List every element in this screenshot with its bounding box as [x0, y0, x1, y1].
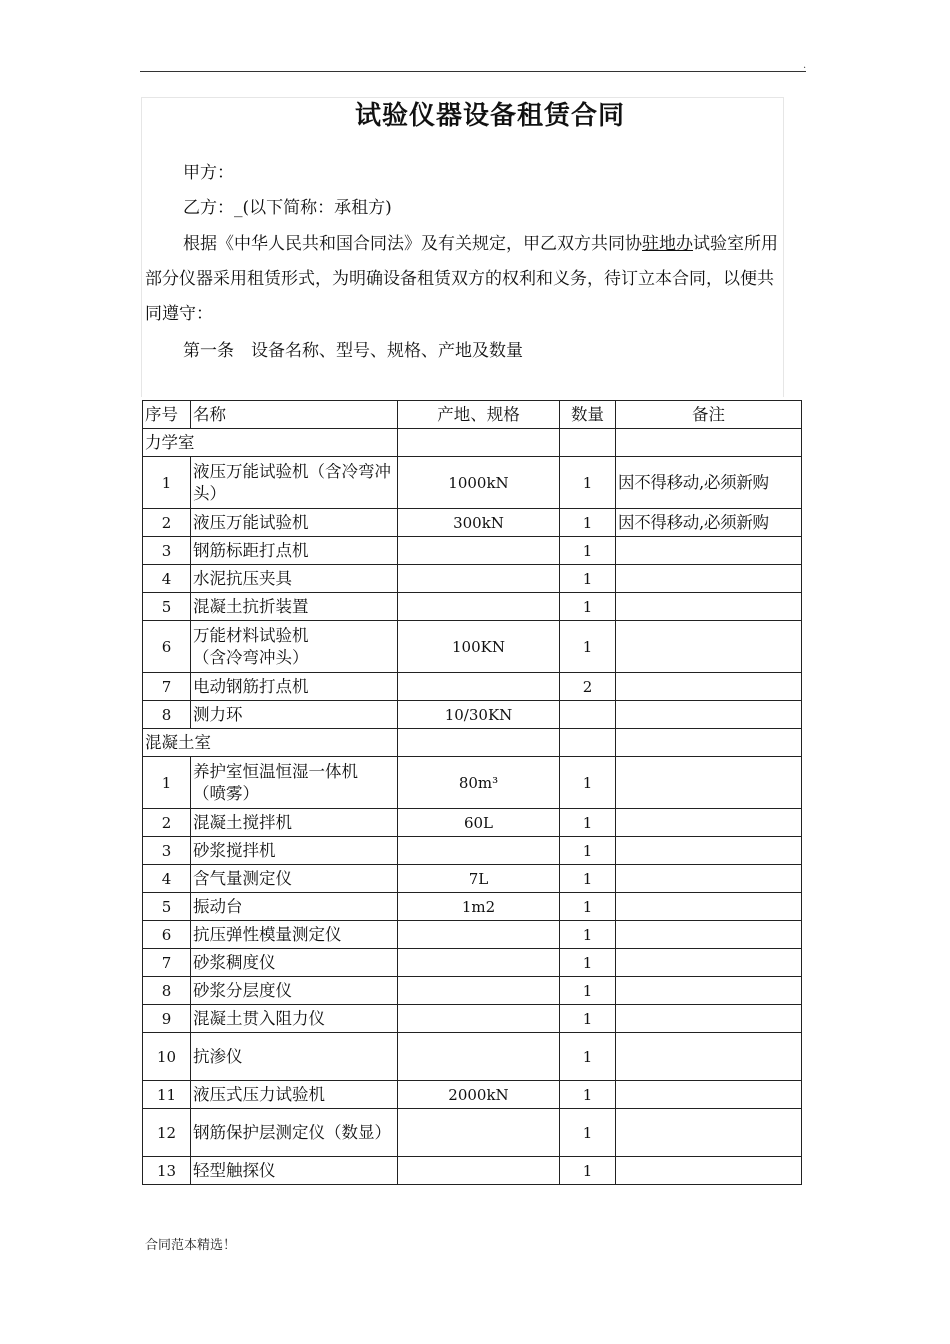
cell-no: 1 [143, 757, 191, 809]
cell-name: 混凝土搅拌机 [191, 809, 398, 837]
cell-qty: 1 [560, 757, 616, 809]
table-row [143, 1005, 802, 1033]
party-b-line: 乙方：_(以下简称：承租方) [183, 198, 392, 218]
cell-name: 测力环 [191, 701, 398, 729]
cell-spec [398, 1005, 560, 1033]
cell-qty: 2 [560, 673, 616, 701]
cell-no: 10 [143, 1033, 191, 1081]
cell-remark [616, 621, 802, 673]
cell-qty: 1 [560, 809, 616, 837]
cell-remark [616, 1109, 802, 1157]
table-row [143, 977, 802, 1005]
cell-qty: 1 [560, 1005, 616, 1033]
table-row [143, 757, 802, 809]
cell-no: 13 [143, 1157, 191, 1185]
cell-remark [616, 809, 802, 837]
table-row [143, 809, 802, 837]
cell-name: 液压万能试验机（含冷弯冲头） [191, 457, 398, 509]
cell-remark [616, 673, 802, 701]
cell-name: 液压式压力试验机 [191, 1081, 398, 1109]
cell-remark [616, 921, 802, 949]
cell-remark [616, 537, 802, 565]
table-row [143, 1109, 802, 1157]
cell-qty: 1 [560, 1109, 616, 1157]
cell-spec [398, 837, 560, 865]
cell-no: 8 [143, 701, 191, 729]
section-remark-cell [616, 429, 802, 457]
cell-qty: 1 [560, 949, 616, 977]
cell-name: 抗渗仪 [191, 1033, 398, 1081]
cell-qty: 1 [560, 893, 616, 921]
cell-remark [616, 701, 802, 729]
cell-name: 电动钢筋打点机 [191, 673, 398, 701]
section-row [143, 729, 802, 757]
header-name: 名称 [191, 401, 398, 429]
cell-spec [398, 1033, 560, 1081]
cell-spec: 300kN [398, 509, 560, 537]
header-rule [140, 71, 806, 72]
cell-remark [616, 593, 802, 621]
cell-spec: 10/30KN [398, 701, 560, 729]
cell-no: 4 [143, 565, 191, 593]
cell-name: 混凝土贯入阻力仪 [191, 1005, 398, 1033]
cell-no: 3 [143, 537, 191, 565]
table-row [143, 921, 802, 949]
document-title: 试验仪器设备租赁合同 [354, 101, 625, 131]
table-row [143, 1081, 802, 1109]
cell-remark [616, 1033, 802, 1081]
article-1-heading: 第一条 设备名称、型号、规格、产地及数量 [183, 341, 523, 361]
cell-name: 钢筋保护层测定仪（数显） [191, 1109, 398, 1157]
cell-spec: 1000kN [398, 457, 560, 509]
cell-spec [398, 921, 560, 949]
cell-no: 6 [143, 921, 191, 949]
preamble-text-after: 试验室所用部分仪器采用租赁形式，为明确设备租赁双方的权利和义务，待订立本合同，以便共同遵守： [145, 234, 778, 324]
cell-remark [616, 977, 802, 1005]
cell-no: 1 [143, 457, 191, 509]
cell-remark [616, 757, 802, 809]
cell-no: 7 [143, 949, 191, 977]
cell-no: 12 [143, 1109, 191, 1157]
cell-name: 钢筋标距打点机 [191, 537, 398, 565]
cell-no: 2 [143, 809, 191, 837]
cell-spec [398, 565, 560, 593]
preamble-text-before: 根据《中华人民共和国合同法》及有关规定，甲乙双方共同协 [183, 234, 642, 254]
cell-name: 养护室恒温恒湿一体机 （喷雾） [191, 757, 398, 809]
section-qty-cell [560, 729, 616, 757]
cell-no: 9 [143, 1005, 191, 1033]
cell-no: 5 [143, 593, 191, 621]
cell-qty: 1 [560, 621, 616, 673]
cell-qty: 1 [560, 457, 616, 509]
cell-spec: 100KN [398, 621, 560, 673]
cell-spec [398, 949, 560, 977]
cell-name: 振动台 [191, 893, 398, 921]
cell-no: 2 [143, 509, 191, 537]
cell-spec: 80m³ [398, 757, 560, 809]
cell-qty: 1 [560, 865, 616, 893]
cell-remark [616, 1157, 802, 1185]
cell-name: 液压万能试验机 [191, 509, 398, 537]
cell-name: 混凝土抗折装置 [191, 593, 398, 621]
cell-remark: 因不得移动,必须新购 [616, 509, 802, 537]
cell-no: 5 [143, 893, 191, 921]
cell-name: 砂浆分层度仪 [191, 977, 398, 1005]
equipment-table [142, 400, 802, 1185]
cell-remark [616, 1081, 802, 1109]
cell-no: 3 [143, 837, 191, 865]
cell-name: 水泥抗压夹具 [191, 565, 398, 593]
table-row [143, 865, 802, 893]
cell-name: 抗压弹性模量测定仪 [191, 921, 398, 949]
cell-qty: 1 [560, 537, 616, 565]
cell-name: 含气量测定仪 [191, 865, 398, 893]
table-body [143, 429, 802, 1185]
cell-remark: 因不得移动,必须新购 [616, 457, 802, 509]
table-row [143, 537, 802, 565]
cell-spec: 60L [398, 809, 560, 837]
cell-remark [616, 949, 802, 977]
cell-spec [398, 593, 560, 621]
table-row [143, 949, 802, 977]
table-row [143, 1033, 802, 1081]
cell-remark [616, 1005, 802, 1033]
cell-spec [398, 977, 560, 1005]
cell-spec: 2000kN [398, 1081, 560, 1109]
section-qty-cell [560, 429, 616, 457]
table-row [143, 457, 802, 509]
cell-spec [398, 1109, 560, 1157]
section-row [143, 429, 802, 457]
header-no: 序号 [143, 401, 191, 429]
cell-remark [616, 893, 802, 921]
cell-qty: 1 [560, 509, 616, 537]
cell-spec: 1m2 [398, 893, 560, 921]
cell-qty: 1 [560, 565, 616, 593]
table-row [143, 673, 802, 701]
cell-name: 万能材料试验机 （含冷弯冲头） [191, 621, 398, 673]
cell-spec [398, 673, 560, 701]
section-spec-cell [398, 729, 560, 757]
cell-spec: 7L [398, 865, 560, 893]
cell-name: 砂浆稠度仪 [191, 949, 398, 977]
section-spec-cell [398, 429, 560, 457]
cell-spec [398, 1157, 560, 1185]
table-row [143, 893, 802, 921]
cell-qty: 1 [560, 593, 616, 621]
table-row [143, 593, 802, 621]
cell-remark [616, 837, 802, 865]
table-header-row [143, 401, 802, 429]
cell-spec [398, 537, 560, 565]
cell-no: 4 [143, 865, 191, 893]
cell-qty: 1 [560, 977, 616, 1005]
table-row [143, 565, 802, 593]
table-row [143, 701, 802, 729]
cell-remark [616, 565, 802, 593]
cell-qty: 1 [560, 1081, 616, 1109]
table-row [143, 509, 802, 537]
cell-no: 8 [143, 977, 191, 1005]
section-remark-cell [616, 729, 802, 757]
section-title: 混凝土室 [143, 729, 398, 757]
cell-qty: 1 [560, 921, 616, 949]
table-row [143, 1157, 802, 1185]
cell-no: 11 [143, 1081, 191, 1109]
cell-no: 6 [143, 621, 191, 673]
cell-qty [560, 701, 616, 729]
footer-note: 合同范本精选！ [145, 1238, 237, 1253]
cell-qty: 1 [560, 837, 616, 865]
header-mark: . [803, 60, 807, 71]
header-qty: 数量 [560, 401, 616, 429]
section-title: 力学室 [143, 429, 398, 457]
cell-qty: 1 [560, 1033, 616, 1081]
cell-name: 砂浆搅拌机 [191, 837, 398, 865]
preamble-underlined-text: 驻地办 [642, 234, 693, 254]
preamble-paragraph [145, 227, 782, 332]
cell-remark [616, 865, 802, 893]
party-a-line: 甲方： [183, 163, 234, 183]
header-spec: 产地、规格 [398, 401, 560, 429]
cell-qty: 1 [560, 1157, 616, 1185]
cell-name: 轻型触探仪 [191, 1157, 398, 1185]
header-remark: 备注 [616, 401, 802, 429]
table-row [143, 837, 802, 865]
cell-no: 7 [143, 673, 191, 701]
table-row [143, 621, 802, 673]
